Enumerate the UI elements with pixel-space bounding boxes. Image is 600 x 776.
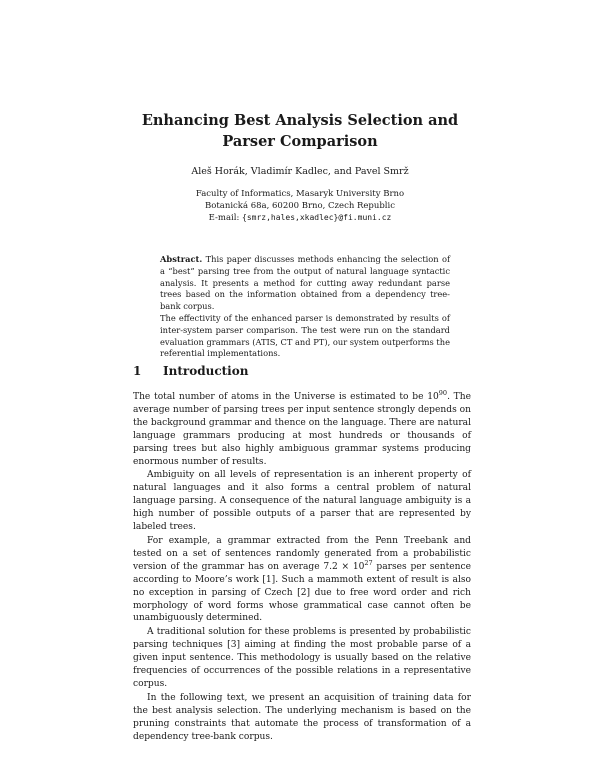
abstract-text-1: This paper discusses methods enhancing the selection of a “best” parsing tree from the output of natural language syntactic analysis. It presents a method for cutting away redundant parse trees based on the information obtained from a dependency tree-bank corpus. — [160, 254, 451, 312]
email-line — [120, 212, 480, 224]
p3-exponent: 27 — [364, 558, 373, 567]
affiliation-line-2: Botanická 68a, 60200 Brno, Czech Republic — [205, 201, 395, 211]
section-number: 1 — [133, 364, 142, 378]
section-body — [133, 391, 471, 744]
body-paragraph-3 — [133, 535, 471, 625]
p1-text-before: The total number of atoms in the Universe is estimated to be 10 — [133, 392, 439, 402]
affiliation-block — [120, 188, 480, 224]
email-label: E-mail: — [208, 213, 240, 223]
body-paragraph-4: A traditional solution for these problems is presented by probabilistic parsing techniques [3] aiming at finding the most probable parse of a given input sentence. This methodology is usually based on the relative frequencies of occurrences of the possible relations in a representative corpus. — [133, 627, 471, 689]
abstract-paragraph-1 — [160, 254, 450, 313]
body-paragraph-5: In the following text, we present an acquisition of training data for the best analysis selection. The underlying mechanism is based on the pruning constraints that automate the process of transformation of a dependency tree-bank corpus. — [133, 692, 471, 742]
p3-text-before: For example, a grammar extracted from the Penn Treebank and tested on a set of sentences randomly generated from a probabilistic version of the grammar has on average 7.2 × 10 — [133, 535, 471, 572]
email-address: {smrz,hales,xkadlec}@fi.muni.cz — [242, 213, 392, 222]
section-title: Introduction — [163, 364, 249, 378]
abstract-paragraph-2: The effectivity of the enhanced parser is demonstrated by results of inter-system parser comparison. The test were run on the standard evaluation grammars (ATIS, CT and PT), our system outperforms the referential implementations. — [160, 312, 450, 359]
p1-text-after: . The average number of parsing trees per input sentence strongly depends on the background grammar and thence on the language. There are natural language grammars producing at most hundreds or thousands of parsing trees but also highly ambiguous grammar systems producing enormous number of results. — [133, 392, 471, 467]
p3-text-after: parses per sentence according to Moore’s work [1]. Such a mammoth extent of result is also no exception in parsing of Czech [2] due to free word order and rich morphology of word forms whose grammatical case cannot often be unambiguously determined. — [133, 561, 471, 624]
abstract-label: Abstract. — [160, 254, 203, 264]
paper-title: Enhancing Best Analysis Selection and Parser Comparison — [141, 112, 459, 150]
p1-exponent: 90 — [438, 389, 448, 397]
section-heading — [133, 364, 473, 378]
paper-authors: Aleš Horák, Vladimír Kadlec, and Pavel Smrž — [191, 166, 409, 177]
abstract — [160, 254, 450, 360]
body-paragraph-2: Ambiguity on all levels of representation is an inherent property of natural languages and it also forms a central problem of natural language parsing. A consequence of the natural language ambiguity is a high number of possible outputs of a parser that are represented by labeled trees. — [133, 470, 471, 533]
body-paragraph-1 — [133, 391, 471, 468]
affiliation-line-1: Faculty of Informatics, Masaryk University Brno — [195, 189, 405, 199]
